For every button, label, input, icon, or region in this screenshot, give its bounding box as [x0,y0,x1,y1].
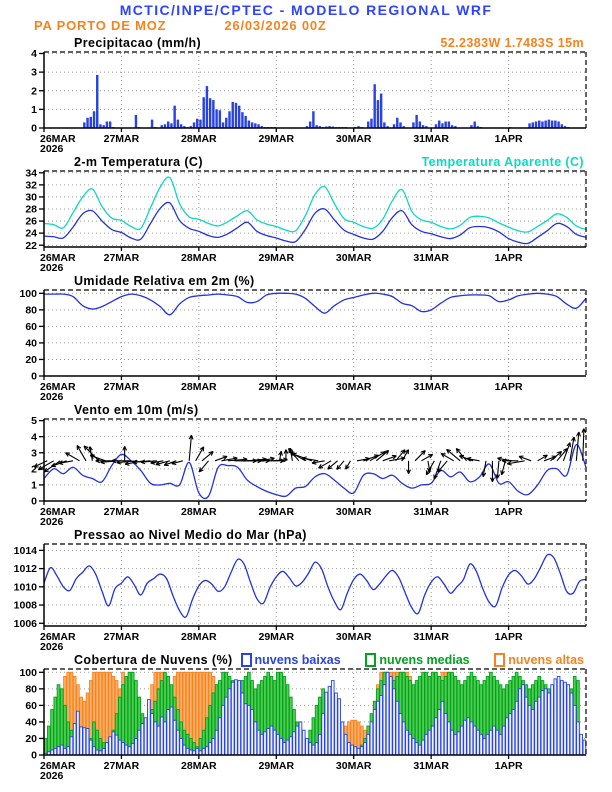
svg-text:26MAR: 26MAR [40,252,76,264]
svg-text:3: 3 [31,447,37,460]
svg-text:26MAR: 26MAR [40,760,76,772]
svg-text:29MAR: 29MAR [258,506,295,518]
svg-text:0: 0 [31,370,37,383]
svg-text:28MAR: 28MAR [181,760,217,772]
svg-text:28MAR: 28MAR [181,506,217,518]
svg-text:1APR: 1APR [494,381,523,393]
svg-text:2026: 2026 [40,641,64,650]
svg-text:31MAR: 31MAR [413,631,449,643]
header [0,0,612,33]
svg-text:1012: 1012 [13,563,37,576]
svg-text:31MAR: 31MAR [413,133,449,145]
svg-text:2026: 2026 [40,770,64,779]
svg-text:1APR: 1APR [494,252,523,264]
legend-label: nuvens baixas [254,653,341,667]
precipitation-plot [0,50,612,152]
svg-text:3: 3 [31,66,37,79]
model-title: MCTIC/INPE/CPTEC - MODELO REGIONAL WRF [119,2,493,18]
svg-text:29MAR: 29MAR [258,631,295,643]
high-cloud-swatch-icon [494,653,505,667]
svg-text:27MAR: 27MAR [103,506,140,518]
svg-text:28: 28 [25,203,37,216]
temperature-title: 2-m Temperatura (C) [74,155,203,169]
svg-text:27MAR: 27MAR [103,631,140,643]
svg-text:24: 24 [25,227,37,240]
svg-text:32: 32 [25,179,37,192]
svg-text:40: 40 [25,716,37,729]
svg-text:0: 0 [31,749,37,762]
svg-text:2: 2 [31,463,37,476]
svg-text:26MAR: 26MAR [40,506,76,518]
svg-text:26MAR: 26MAR [40,381,76,393]
svg-text:28MAR: 28MAR [181,381,217,393]
station-name: PA PORTO DE MOZ [34,18,167,33]
svg-text:26: 26 [25,215,37,228]
svg-text:1APR: 1APR [494,631,523,643]
cloud-legend [241,653,584,667]
legend-label: nuvens medias [379,653,470,667]
svg-text:22: 22 [25,239,37,252]
svg-text:4: 4 [31,50,37,61]
svg-text:2026: 2026 [40,143,64,152]
pressure-title: Pressao ao Nivel Medio do Mar (hPa) [74,528,307,542]
precipitation-title: Precipitacao (mm/h) [74,36,202,50]
svg-text:2: 2 [31,85,37,98]
panel-cloud-cover [0,650,612,779]
svg-text:30MAR: 30MAR [335,381,372,393]
svg-text:1APR: 1APR [494,760,523,772]
humidity-title: Umidade Relativa em 2m (%) [74,274,255,288]
station-line [0,18,612,33]
cloud-cover-title: Cobertura de Nuvens (%) [74,653,233,667]
svg-text:30MAR: 30MAR [335,252,372,264]
mid-cloud-swatch-icon [365,653,376,667]
temperature-plot [0,169,612,271]
svg-text:1006: 1006 [13,617,37,630]
svg-text:34: 34 [25,169,37,180]
svg-text:29MAR: 29MAR [258,133,295,145]
legend-nuvens-medias [365,653,469,667]
legend-nuvens-baixas [241,653,341,667]
svg-text:20: 20 [25,733,37,746]
svg-text:28MAR: 28MAR [181,133,217,145]
svg-text:1014: 1014 [13,544,37,557]
svg-text:1: 1 [31,103,37,116]
svg-text:80: 80 [25,683,37,696]
svg-text:29MAR: 29MAR [258,252,295,264]
svg-text:30MAR: 30MAR [335,631,372,643]
svg-text:100: 100 [19,288,37,300]
svg-text:0: 0 [31,495,37,508]
svg-text:29MAR: 29MAR [258,381,295,393]
svg-text:4: 4 [31,431,37,444]
svg-text:2026: 2026 [40,262,64,271]
svg-text:1APR: 1APR [494,506,523,518]
svg-text:29MAR: 29MAR [258,760,295,772]
legend-nuvens-altas [494,653,584,667]
svg-text:27MAR: 27MAR [103,252,140,264]
svg-text:30MAR: 30MAR [335,506,372,518]
svg-text:1010: 1010 [13,581,37,594]
svg-text:27MAR: 27MAR [103,133,140,145]
humidity-plot [0,288,612,400]
svg-text:27MAR: 27MAR [103,760,140,772]
panel-precipitation [0,33,612,152]
svg-text:100: 100 [19,667,37,679]
svg-text:26MAR: 26MAR [40,133,76,145]
svg-text:40: 40 [25,337,37,350]
svg-text:30MAR: 30MAR [335,760,372,772]
svg-text:60: 60 [25,699,37,712]
wind-title: Vento em 10m (m/s) [74,403,199,417]
panel-wind [0,400,612,525]
svg-text:2026: 2026 [40,516,64,525]
svg-text:26MAR: 26MAR [40,631,76,643]
svg-text:20: 20 [25,354,37,367]
svg-text:60: 60 [25,320,37,333]
svg-text:0: 0 [31,122,37,135]
svg-text:2026: 2026 [40,391,64,400]
panel-temperature [0,152,612,271]
svg-text:31MAR: 31MAR [413,506,449,518]
svg-text:28MAR: 28MAR [181,631,217,643]
station-coordinates: 52.2383W 1.7483S 15m [440,36,584,50]
svg-text:31MAR: 31MAR [413,252,449,264]
low-cloud-swatch-icon [241,653,252,667]
panel-pressure [0,525,612,650]
svg-text:5: 5 [31,417,37,428]
svg-text:30MAR: 30MAR [335,133,372,145]
run-datetime: 26/03/2026 00Z [224,18,327,33]
pressure-plot [0,542,612,650]
legend-label: nuvens altas [508,653,584,667]
panel-humidity [0,271,612,400]
cloud-cover-plot [0,667,612,779]
svg-text:27MAR: 27MAR [103,381,140,393]
svg-text:31MAR: 31MAR [413,760,449,772]
apparent-temperature-label: Temperatura Aparente (C) [421,155,584,169]
wind-plot [0,417,612,525]
svg-text:1008: 1008 [13,599,37,612]
svg-text:28MAR: 28MAR [181,252,217,264]
svg-text:30: 30 [25,191,37,204]
svg-text:1: 1 [31,479,37,492]
svg-text:80: 80 [25,304,37,317]
svg-text:1APR: 1APR [494,133,523,145]
svg-text:31MAR: 31MAR [413,381,449,393]
